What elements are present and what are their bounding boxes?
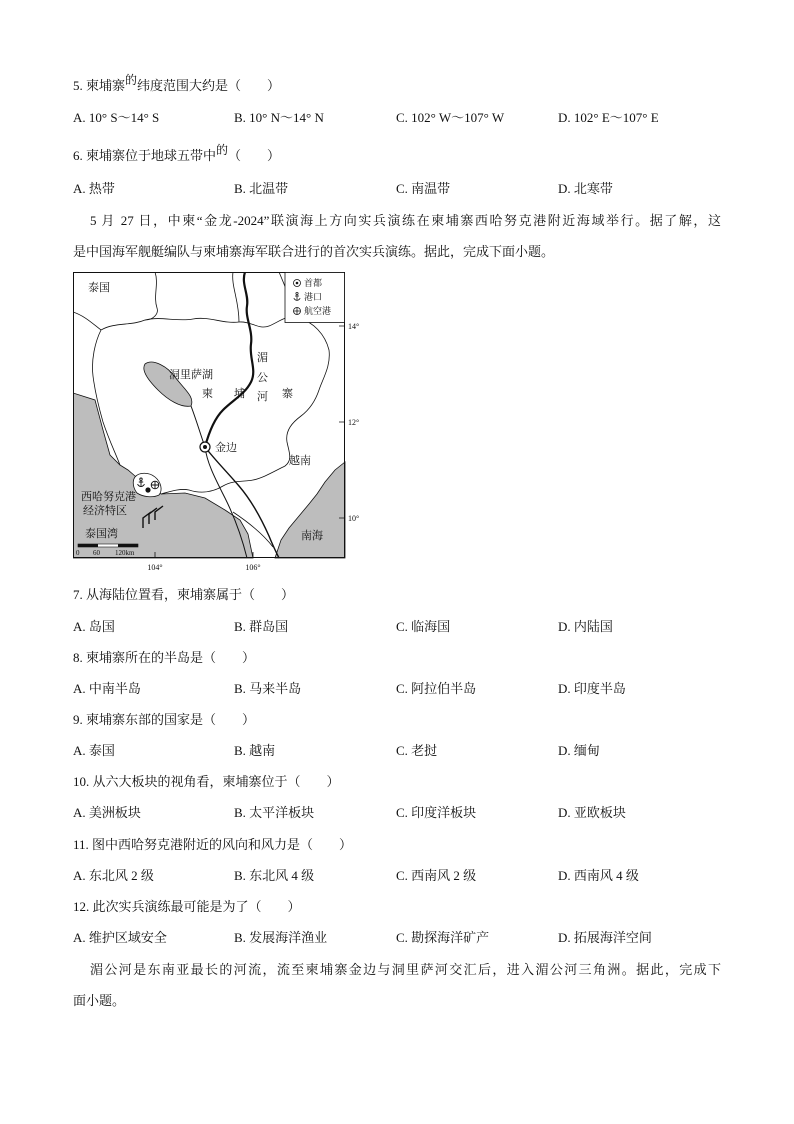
- label-cambodia-2: 埔: [234, 388, 245, 400]
- question-6-stem-sup: 的: [216, 143, 229, 157]
- thailand-laos-border: [145, 272, 157, 320]
- longitude-104: 104°: [147, 563, 163, 572]
- question-5-option-c: C. 102° W～107° W: [396, 110, 505, 125]
- label-south-china-sea: 南海: [301, 530, 323, 542]
- question-6-option-b: B. 北温带: [234, 181, 289, 196]
- question-5-stem-sup: 的: [125, 73, 138, 87]
- label-mekong-3: 河: [257, 391, 268, 403]
- label-cambodia-1: 柬: [202, 388, 213, 400]
- mekong-river: [205, 272, 253, 447]
- question-9-stem: 9. 柬埔寨东部的国家是（ ）: [73, 712, 256, 727]
- question-11-option-b: B. 东北风 4 级: [234, 868, 315, 883]
- passage-1-line-2: 是中国海军舰艇编队与柬埔寨海军联合进行的首次实兵演练。据此，完成下面小题。: [73, 244, 555, 259]
- question-5-stem: [73, 73, 281, 94]
- question-6-stem-post: （ ）: [228, 148, 281, 163]
- question-11-option-a: A. 东北风 2 级: [73, 868, 154, 883]
- question-6-option-a: A. 热带: [73, 181, 115, 196]
- passage-2-line-2: 面小题。: [73, 993, 126, 1008]
- latitude-14: 14°: [348, 322, 360, 331]
- legend-port-label: 港口: [304, 292, 323, 302]
- legend-airport-icon: [294, 308, 301, 315]
- question-6-stem-pre: 6. 柬埔寨位于地球五带中: [73, 148, 217, 163]
- passage-2-line-1: 湄公河是东南亚最长的河流，流至柬埔寨金边与洞里萨河交汇后，进入湄公河三角洲。据此，完成下: [90, 962, 721, 977]
- question-7-option-c: C. 临海国: [396, 619, 451, 634]
- south-china-sea-water: [275, 462, 345, 558]
- question-8-option-c: C. 阿拉伯半岛: [396, 681, 477, 696]
- question-6-option-c: C. 南温带: [396, 181, 451, 196]
- question-7-option-d: D. 内陆国: [558, 619, 613, 634]
- question-8-option-a: A. 中南半岛: [73, 681, 141, 696]
- question-11-stem: 11. 图中西哈努克港附近的风向和风力是（ ）: [73, 837, 353, 852]
- question-11-option-d: D. 西南风 4 级: [558, 868, 639, 883]
- sihanoukville-airport-icon: [151, 481, 159, 489]
- question-10-option-c: C. 印度洋板块: [396, 805, 477, 820]
- question-5-option-a: A. 10° S～14° S: [73, 110, 160, 125]
- cambodia-map: [73, 272, 373, 574]
- question-7-option-b: B. 群岛国: [234, 619, 289, 634]
- question-8-option-d: D. 印度半岛: [558, 681, 626, 696]
- label-vietnam: 越南: [289, 455, 311, 467]
- scale-bar: [78, 544, 138, 547]
- question-5-stem-post: 纬度范围大约是（ ）: [137, 78, 281, 93]
- question-7-option-a: A. 岛国: [73, 619, 115, 634]
- label-mekong-1: 湄: [257, 352, 268, 364]
- question-12-stem: 12. 此次实兵演练最可能是为了（ ）: [73, 899, 301, 914]
- cambodia-border: [101, 317, 329, 494]
- latitude-10: 10°: [348, 514, 360, 523]
- thailand-north-line: [73, 312, 101, 330]
- tonle-sap-river: [191, 406, 205, 447]
- question-10-stem: 10. 从六大板块的视角看，柬埔寨位于（ ）: [73, 774, 340, 789]
- question-9-option-a: A. 泰国: [73, 743, 115, 758]
- scale-label-120: 120km: [115, 549, 135, 557]
- question-12-option-a: A. 维护区域安全: [73, 930, 167, 945]
- label-gulf-of-thailand: 泰国湾: [85, 528, 118, 540]
- label-thailand: 泰国: [88, 282, 110, 294]
- question-8-stem: 8. 柬埔寨所在的半岛是（ ）: [73, 650, 256, 665]
- question-10-option-b: B. 太平洋板块: [234, 805, 315, 820]
- legend-capital-label: 首都: [304, 278, 323, 288]
- longitude-106: 106°: [245, 563, 261, 572]
- question-9-option-c: C. 老挝: [396, 743, 438, 758]
- question-5-option-d: D. 102° E～107° E: [558, 110, 659, 125]
- label-tonle-sap: 洞里萨湖: [169, 369, 213, 381]
- legend-airport-label: 航空港: [304, 306, 332, 316]
- label-mekong-2: 公: [257, 372, 268, 384]
- question-8-option-b: B. 马来半岛: [234, 681, 302, 696]
- question-12-option-d: D. 拓展海洋空间: [558, 930, 652, 945]
- question-5-stem-pre: 5. 柬埔寨: [73, 78, 126, 93]
- laos-border: [233, 272, 239, 322]
- label-phnom-penh: 金边: [215, 442, 237, 454]
- question-7-stem: 7. 从海陆位置看，柬埔寨属于（ ）: [73, 587, 295, 602]
- question-12-option-b: B. 发展海洋渔业: [234, 930, 328, 945]
- latitude-12: 12°: [348, 418, 360, 427]
- phnom-penh-capital-icon: [200, 442, 210, 452]
- scale-label-0: 0: [76, 549, 80, 557]
- question-12-option-c: C. 勘探海洋矿产: [396, 930, 490, 945]
- label-cambodia-3: 寨: [282, 388, 293, 400]
- label-sihanoukville: 西哈努克港: [81, 491, 136, 503]
- question-9-option-d: D. 缅甸: [558, 743, 600, 758]
- legend-capital-icon: [294, 280, 301, 287]
- scale-label-60: 60: [93, 549, 100, 557]
- question-11-option-c: C. 西南风 2 级: [396, 868, 477, 883]
- question-10-option-a: A. 美洲板块: [73, 805, 141, 820]
- label-economic-zone: 经济特区: [83, 505, 127, 517]
- question-9-option-b: B. 越南: [234, 743, 276, 758]
- question-5-option-b: B. 10° N～14° N: [234, 110, 324, 125]
- sihanoukville-city-dot: [145, 487, 150, 492]
- question-6-option-d: D. 北寒带: [558, 181, 613, 196]
- question-10-option-d: D. 亚欧板块: [558, 805, 626, 820]
- passage-1-line-1: 5 月 27 日，中柬“金龙-2024”联演海上方向实兵演练在柬埔寨西哈努克港附近海域举行。据了解，这: [90, 213, 721, 228]
- question-6-stem: [73, 143, 281, 164]
